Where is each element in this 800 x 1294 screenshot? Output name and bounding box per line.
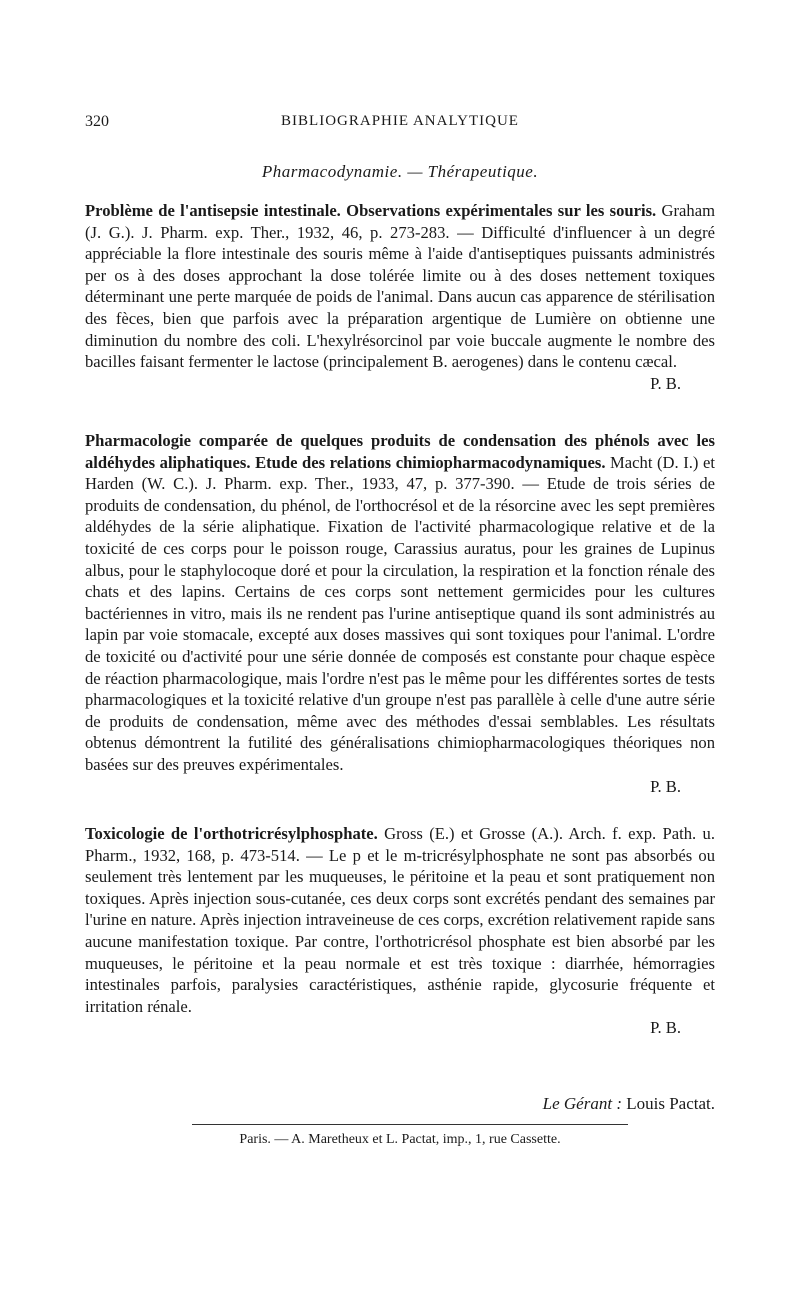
abstract-entry	[85, 430, 715, 797]
entry-signature: P. B.	[650, 776, 681, 796]
entry-body: Graham (J. G.). J. Pharm. exp. Ther., 1932, 46, p. 273-283. — Difficulté d'influencer à un degré appréciable la flore intestinale des souris même à l'aide d'antiseptiques puissants administrés per os à des doses approchant la dose tolérée limite ou à des doses nettement toxiques déterminant une perte marquée de poids de l'animal. Dans aucun cas apparence de stérilisation des fèces, bien que parfois avec la préparation argentique de Lumière on obtienne une diminution du nombre des coli. L'hexylrésorcinol par voie buccale augmente le nombre des bacilles faisant fermenter le lactose (principalement B. aerogenes) dans le contenu cæcal.	[85, 201, 715, 372]
entry-body: Gross (E.) et Grosse (A.). Arch. f. exp. Path. u. Pharm., 1932, 168, p. 473-514. — Le p et le m-tricrésylphosphate ne sont pas absorbés ou seulement très lentement par les muqueuses, le péritoine et la peau et sont pratiquement non toxiques. Après injection sous-cutanée, ces deux corps sont excrétés pendant des semaines par l'urine en nature. Après injection intraveineuse de ces corps, excrétion relativement rapide sans aucune manifestation toxique. Par contre, l'orthotricrésol phosphate est bien absorbé par les muqueuses, le péritoine et la peau normale et est très toxique : diarrhée, hémorragies intestinales parfois, paralysies caractéristiques, asthénie rapide, glycosurie fréquente et irritation rénale.	[85, 824, 715, 1016]
entry-title: Pharmacologie comparée de quelques produits de condensation des phénols avec les aldéhydes aliphatiques. Etude des relations chimiopharmacodynamiques.	[85, 431, 715, 472]
entry-signature: P. B.	[650, 1018, 681, 1038]
running-title: BIBLIOGRAPHIE ANALYTIQUE	[281, 113, 519, 129]
entry-title: Toxicologie de l'orthotricrésylphosphate.	[85, 824, 378, 843]
page-header	[85, 113, 715, 137]
entry-body: Macht (D. I.) et Harden (W. C.). J. Pharm. exp. Ther., 1933, 47, p. 377-390. — Etude de trois séries de produits de condensation, du phénol, de l'orthocrésol et de la résorcine avec les sept premières aldéhydes de la série aliphatique. Fixation de l'activité pharmacologique relative et de la toxicité de ces corps pour le poisson rouge, Carassius auratus, pour les graines de Lupinus albus, pour le staphylocoque doré et pour la circulation, la respiration et la fonction rénale des chats et des lapins. Certains de ces corps sont nettement germicides pour les cultures bactériennes in vitro, mais ils ne rendent pas l'urine antiseptique quand ils sont administrés au lapin par voie stomacale, excepté aux doses massives qui sont toxiques pour l'animal. L'ordre de toxicité ou d'activité pour une série donnée de composés est constante pour chaque espèce de réaction pharmacologique, mais l'ordre n'est pas le même pour les différentes sortes de tests pharmacologiques et la toxicité relative d'un groupe n'est pas parallèle à celle d'une autre série de produits de condensation, même avec des méthodes d'essai semblables. Les résultats obtenus démontrent la futilité des généralisations chimiopharmacologiques théoriques non basées sur des preuves expérimentales.	[85, 452, 715, 774]
entry-title: Problème de l'antisepsie intestinale. Observations expérimentales sur les souris.	[85, 201, 657, 220]
footer-divider	[192, 1124, 628, 1125]
entry-signature: P. B.	[650, 373, 681, 393]
printer-imprint: Paris. — A. Maretheux et L. Pactat, imp., 1, rue Cassette.	[239, 1132, 561, 1147]
abstract-entry	[85, 823, 715, 1039]
page-number: 320	[85, 113, 109, 130]
gerant-line	[543, 1094, 715, 1114]
gerant-name: Louis Pactat.	[626, 1094, 715, 1113]
abstract-entry	[85, 200, 715, 394]
section-heading: Pharmacodynamie. — Thérapeutique.	[261, 162, 539, 181]
gerant-label: Le Gérant :	[542, 1094, 622, 1113]
